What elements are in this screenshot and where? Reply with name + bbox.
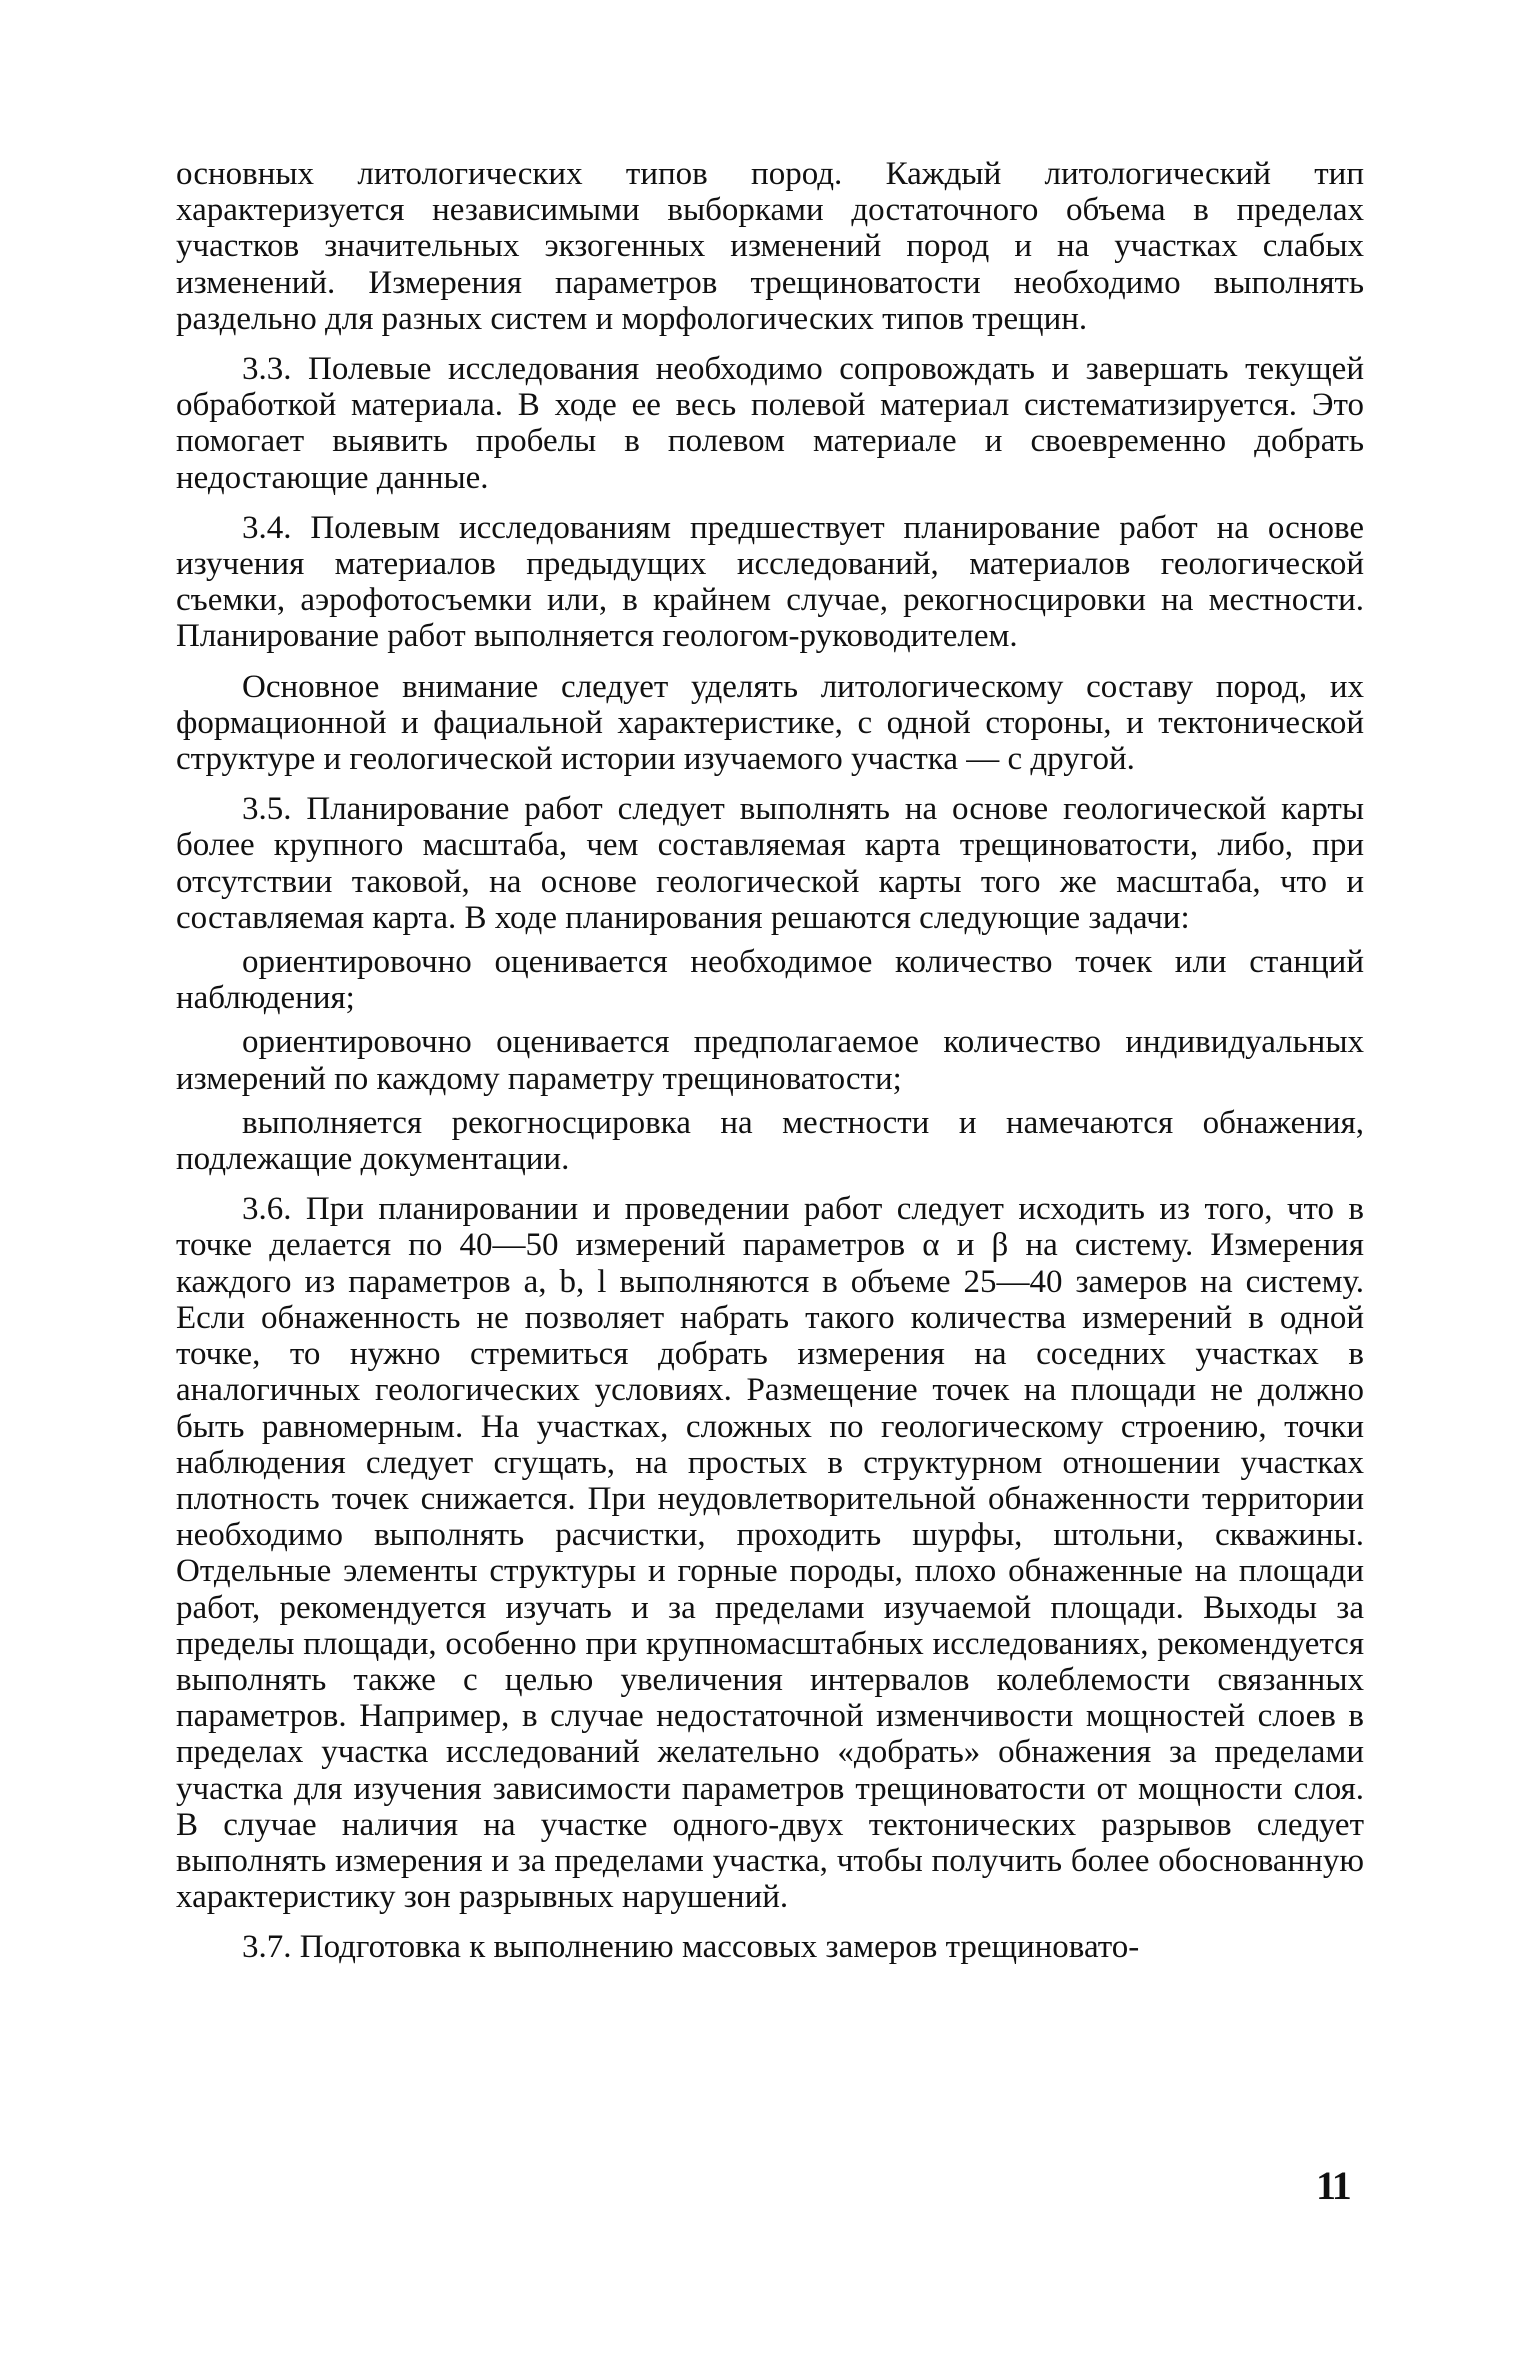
list-item-measurements-count: ориентировочно оценивается предполагаемое количество индивидуальных измерений по каждому параметру трещиноватости;: [176, 1024, 1364, 1097]
paragraph-3-3: 3.3. Полевые исследования необходимо сопровождать и завершать текущей обработкой материала. В ходе ее весь полевой материал систематизируется. Это помогает выявить пробелы в полевом материале и своевременно добрать недостающие данные.: [176, 351, 1364, 496]
paragraph-3-7: 3.7. Подготовка к выполнению массовых замеров трещиновато-: [242, 1929, 1140, 1966]
paragraph-3-4: 3.4. Полевым исследованиям предшествует планирование работ на основе изучения материалов предыдущих исследований, материалов геологической съемки, аэрофотосъемки или, в крайнем случае, рекогносцировки на местности. Планирование работ выполняется геологом-руководителем.: [176, 509, 1364, 655]
list-item-points-count: ориентировочно оценивается необходимое количество точек или станций наблюдения;: [176, 944, 1364, 1017]
paragraph-main-attention: Основное внимание следует уделять литологическому составу пород, их формационной и фациальной характеристике, с одной стороны, и тектонической структуре и геологической истории изучаемого участка — с другой.: [176, 668, 1364, 778]
document-body: [176, 156, 1364, 1980]
page-number: 11: [1316, 2163, 1350, 2208]
list-item-reconnaissance: выполняется рекогносцировка на местности и намечаются обнажения, подлежащие документации.: [176, 1104, 1364, 1178]
paragraph-3-6: 3.6. При планировании и проведении работ следует исходить из того, что в точке делается по 40—50 измерений параметров α и β на систему. Измерения каждого из параметров a, b, l выполняются в объеме 25—40 замеров на систему. Если обнаженность не позволяет набрать такого количества измерений в одной точке, то нужно стремиться добрать измерения на соседних участках в аналогичных геологических условиях. Размещение точек на площади не должно быть равномерным. На участках, сложных по геологическому строению, точки наблюдения следует сгущать, на простых в структурном отношении участках плотность точек снижается. При неудовлетворительной обнаженности территории необходимо выполнять расчистки, проходить шурфы, штольни, скважины. Отдельные элементы структуры и горные породы, плохо обнаженные на площади работ, рекомендуется изучать и за пределами изучаемой площади. Выходы за пределы площади, особенно при крупномасштабных исследованиях, рекомендуется выполнять также с целью увеличения интервалов колеблемости связанных параметров. Например, в случае недостаточной изменчивости мощностей слоев в пределах участка исследований желательно «добрать» обнажения за пределами участка для изучения зависимости параметров трещиноватости от мощности слоя. В случае наличия на участке одного-двух тектонических разрывов следует выполнять измерения и за пределами участка, чтобы получить более обоснованную характеристику зон разрывных нарушений.: [176, 1191, 1364, 1916]
paragraph-continuation: основных литологических типов пород. Каждый литологический тип характеризуется независимыми выборками достаточного объема в пределах участков значительных экзогенных изменений пород и на участках слабых изменений. Измерения параметров трещиноватости необходимо выполнять раздельно для разных систем и морфологических типов трещин.: [176, 156, 1364, 337]
paragraph-3-5: 3.5. Планирование работ следует выполнять на основе геологической карты более крупного масштаба, чем составляемая карта трещиноватости, либо, при отсутствии таковой, на основе геологической карты того же масштаба, что и составляемая карта. В ходе планирования решаются следующие задачи:: [176, 791, 1364, 936]
